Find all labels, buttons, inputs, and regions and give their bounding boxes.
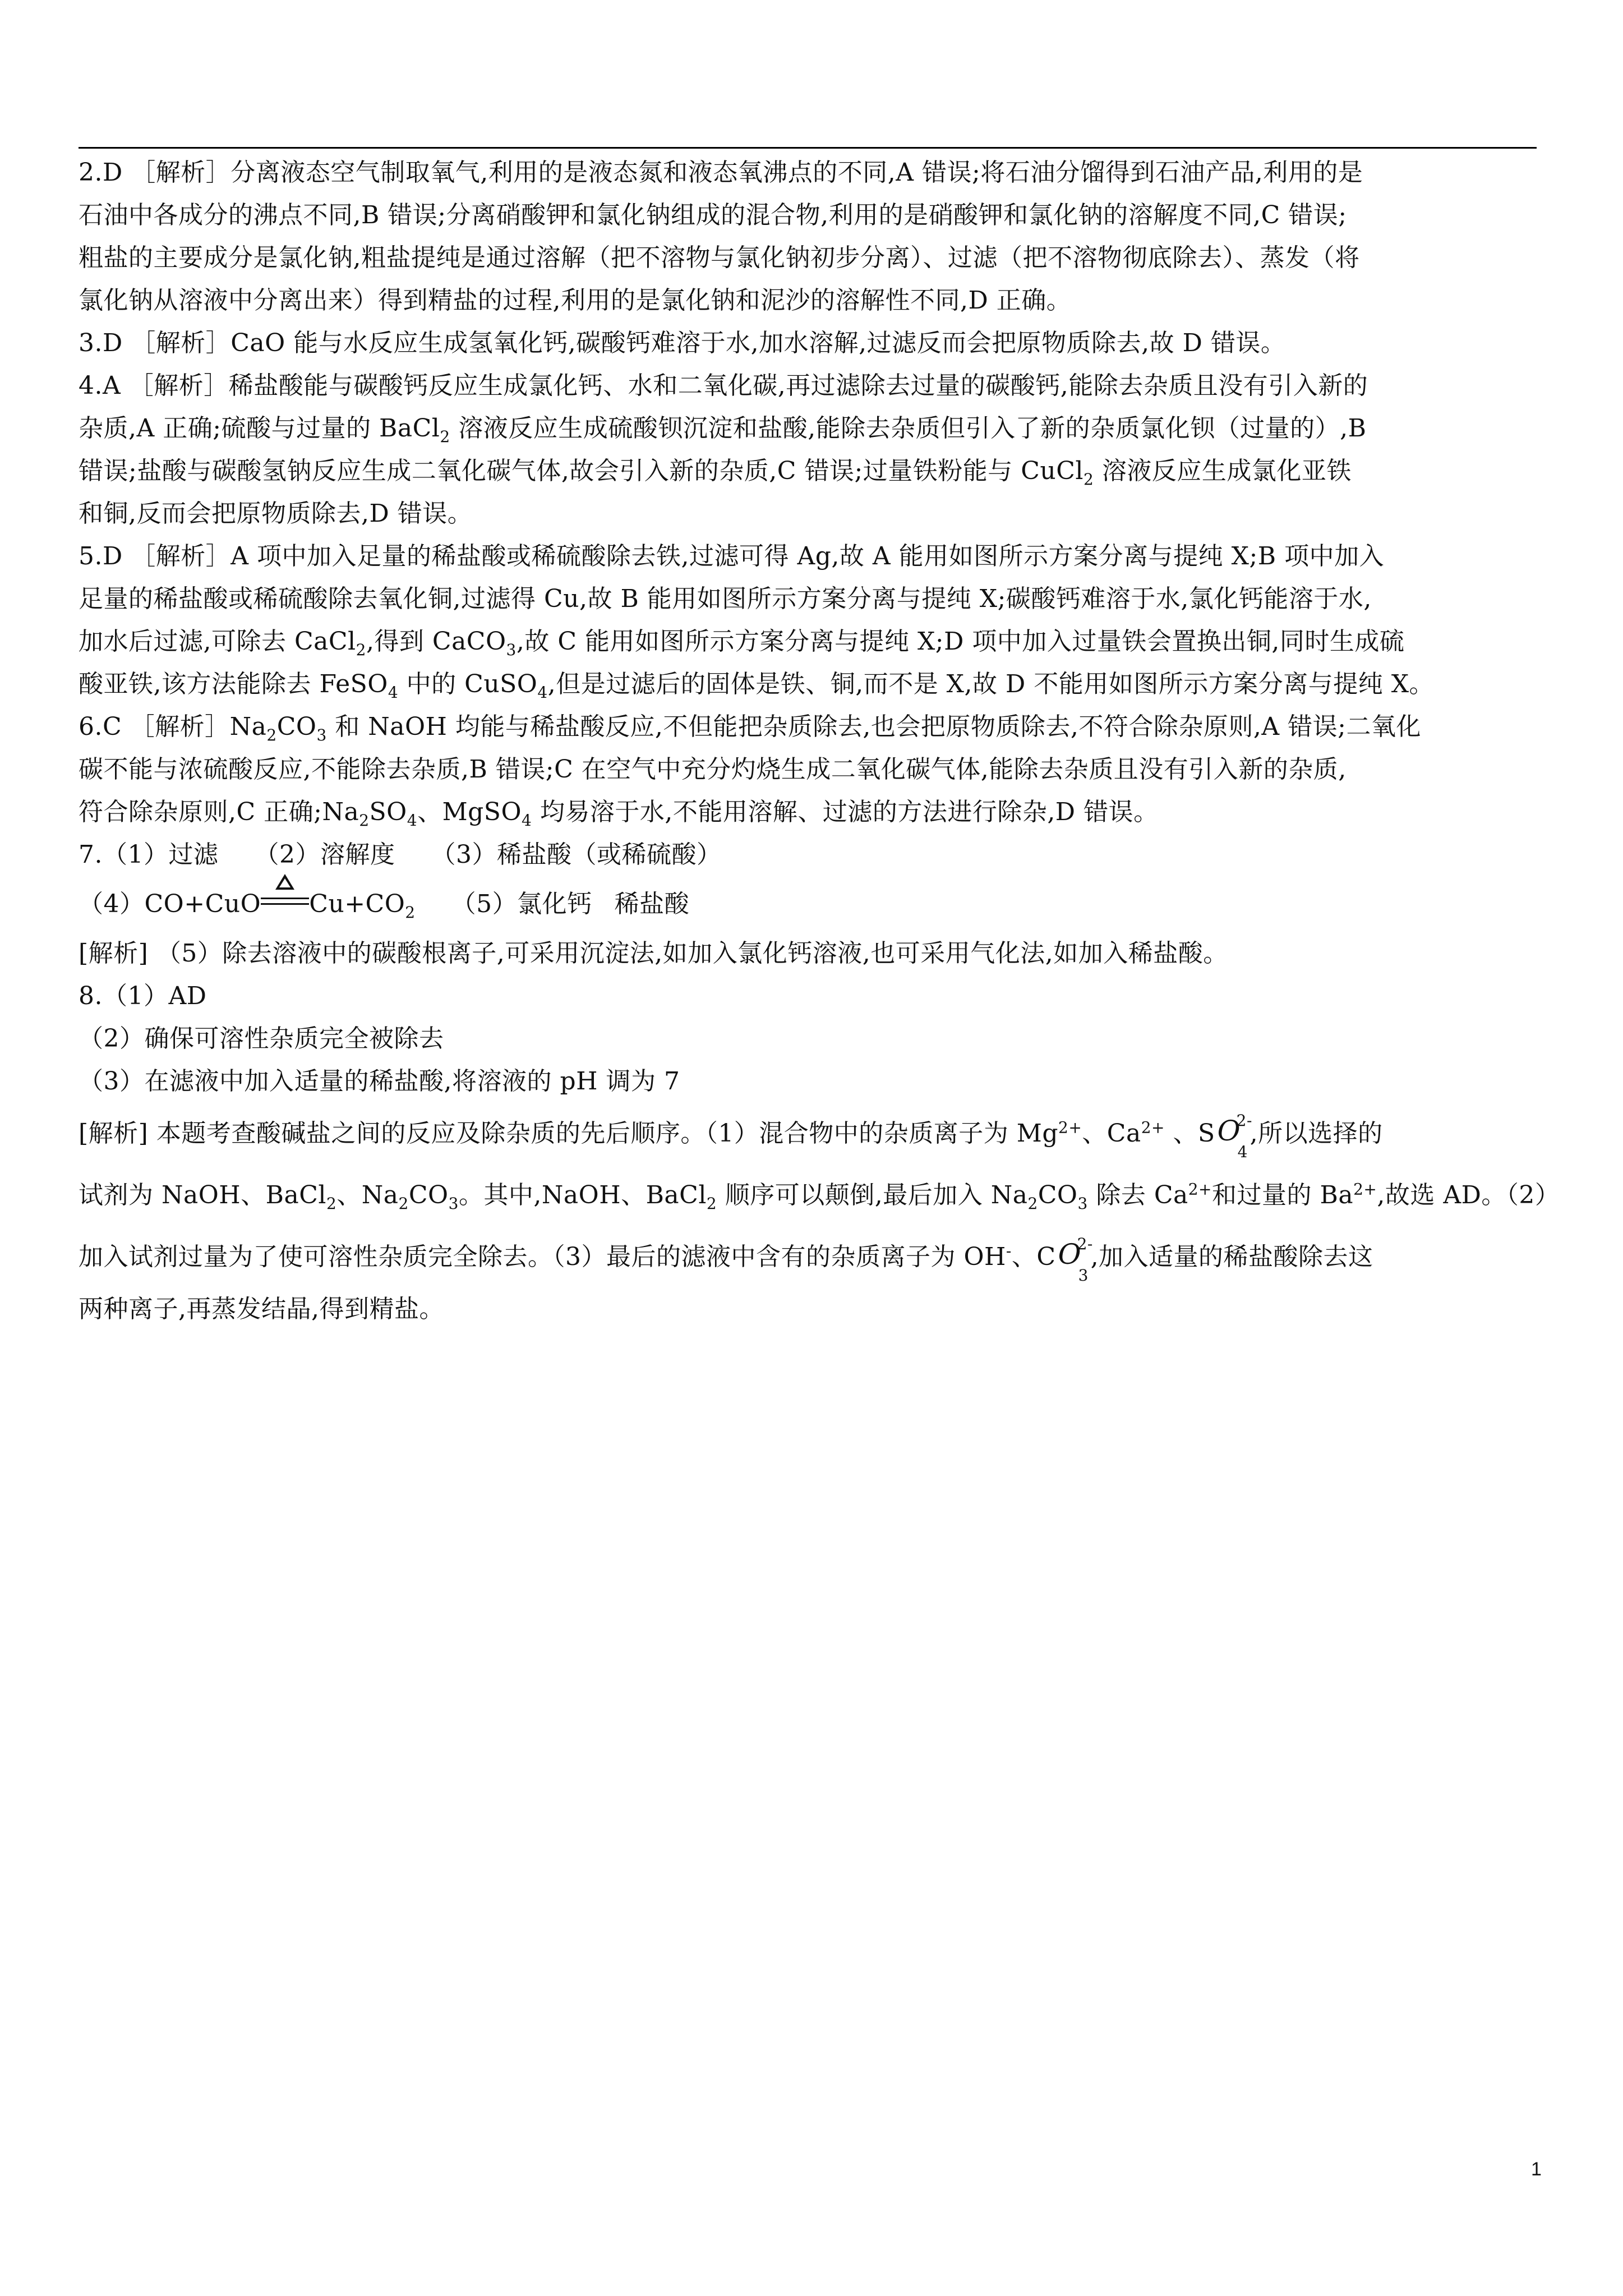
text-line: 6.C ［解析$]Na_2CO_3$ 和 NaOH 均能与稀盐酸反应,不但能把杂质除去,也会把原物质除去,不符合除杂原则,A 错误;二氧化 [79,712,1421,744]
text-line: 3.D ［解析］CaO 能与水反应生成氢氧化钙,碳酸钙难溶于水,加水溶解,过滤反而会把原物质除去,故 D 错误。 [79,329,1286,357]
text-line: （2）确保可溶性杂质完全被除去 [79,1024,444,1053]
text-line: 氯化钠从溶液中分离出来）得到精盐的过程,利用的是氯化钠和泥沙的溶解性不同,D 正确。 [79,286,1072,315]
header-rule [79,147,1537,149]
text-line: 5.D ［解析］A 项中加入足量的稀盐酸或稀硫酸除去铁,过滤可得 Ag,故 A 能用如图所示方案分离与提纯 X;B 项中加入 [79,542,1385,570]
text-line: 错误;盐酸与碳酸氢钠反应生成二氧化碳气体,故会引入新的杂质,C 错误;过量铁粉能与 CuCl$_2$ 溶液反应生成氯化亚铁 [79,457,1352,489]
text-line: 石油中各成分的沸点不同,B 错误;分离硝酸钾和氯化钠组成的混合物,利用的是硝酸钾和氯化钠的溶解度不同,C 错误; [79,201,1347,229]
equation-line: （4）CO+CuO $Cu+CO_2$ （5）氯化钙 稀盐酸 [79,876,1537,932]
text-line: 和铜,反而会把原物质除去,D 错误。 [79,499,473,528]
text-line: 碳不能与浓硫酸反应,不能除去杂质,B 错误;C 在空气中充分灼烧生成二氧化碳气体,能除去杂质且没有引入新的杂质, [79,755,1347,784]
answer-content [79,151,1560,1331]
heat-equals-sign [261,893,309,915]
text-line: 加入试剂过量为了使可溶性杂质完全除去。（3）最后的滤液中含有的杂质离子为 OH-、C O 2- 3 ,加入适量的稀盐酸除去这 [79,1235,1373,1285]
text-line: [解析] 本题考查酸碱盐之间的反应及除杂质的先后顺序。（1）混合物中的杂质离子为 $Mg^{2+}$、$Ca^{2+}$ 、S O 2- 4 ,所以选择的 [79,1111,1383,1161]
text-line: 2.D ［解析］分离液态空气制取氧气,利用的是液态氮和液态氧沸点的不同,A 错误;将石油分馏得到石油产品,利用的是 [79,158,1363,187]
text-line: 7.（1）过滤 （2）溶解度 （3）稀盐酸（或稀硫酸） [79,840,722,869]
text-line: 试剂为 NaOH、BaCl$_2$、$Na_2CO_3$。其中,NaOH、BaCl$_2$ 顺序可以颠倒,最后加入 $Na_2CO_3$ 除去 $Ca^{2+}$和过量的 $Ba^{2+}$,故选 AD。（2） [79,1180,1560,1213]
text-line: 8.（1）AD [79,982,207,1010]
text-line: 粗盐的主要成分是氯化钠,粗盐提纯是通过溶解（把不溶物与氯化钠初步分离）、过滤（把不溶物彻底除去）、蒸发（将 [79,243,1360,272]
text-line: 加水后过滤,可除去 CaCl$_2$,得到 CaCO$_3$,故 C 能用如图所示方案分离与提纯 X;D 项中加入过量铁会置换出铜,同时生成硫 [79,627,1405,659]
text-line: 足量的稀盐酸或稀硫酸除去氧化铜,过滤得 Cu,故 B 能用如图所示方案分离与提纯 X;碳酸钙难溶于水,氯化钙能溶于水, [79,585,1372,613]
text-line: 两种离子,再蒸发结晶,得到精盐。 [79,1295,444,1323]
text-line: 酸亚铁,该方法能除去 FeSO$_4$ 中的 CuSO$_4$,但是过滤后的固体是铁、铜,而不是 X,故 D 不能用如图所示方案分离与提纯 X。 [79,670,1435,702]
page-number: 1 [1531,2159,1542,2180]
text-line: [解析] （5）除去溶液中的碳酸根离子,可采用沉淀法,如加入氯化钙溶液,也可采用气化法,如加入稀盐酸。 [79,939,1228,968]
sulfate-ion-formula: O 2- 4 [1217,1111,1252,1161]
carbonate-ion-formula: O 2- 3 [1058,1235,1093,1285]
text-line: 符合除杂原则,C 正确$;Na_2SO_4$、MgSO$_4$ 均易溶于水,不能用溶解、过滤的方法进行除杂,D 错误。 [79,798,1159,830]
text-line: 杂质,A 正确;硫酸与过量的 BaCl$_2$ 溶液反应生成硫酸钡沉淀和盐酸,能除去杂质但引入了新的杂质氯化钡（过量的）,B [79,414,1367,446]
text-line: 4.A ［解析］稀盐酸能与碳酸钙反应生成氯化钙、水和二氧化碳,再过滤除去过量的碳酸钙,能除去杂质且没有引入新的 [79,371,1368,400]
text-line: （3）在滤液中加入适量的稀盐酸,将溶液的 pH 调为 7 [79,1067,680,1096]
